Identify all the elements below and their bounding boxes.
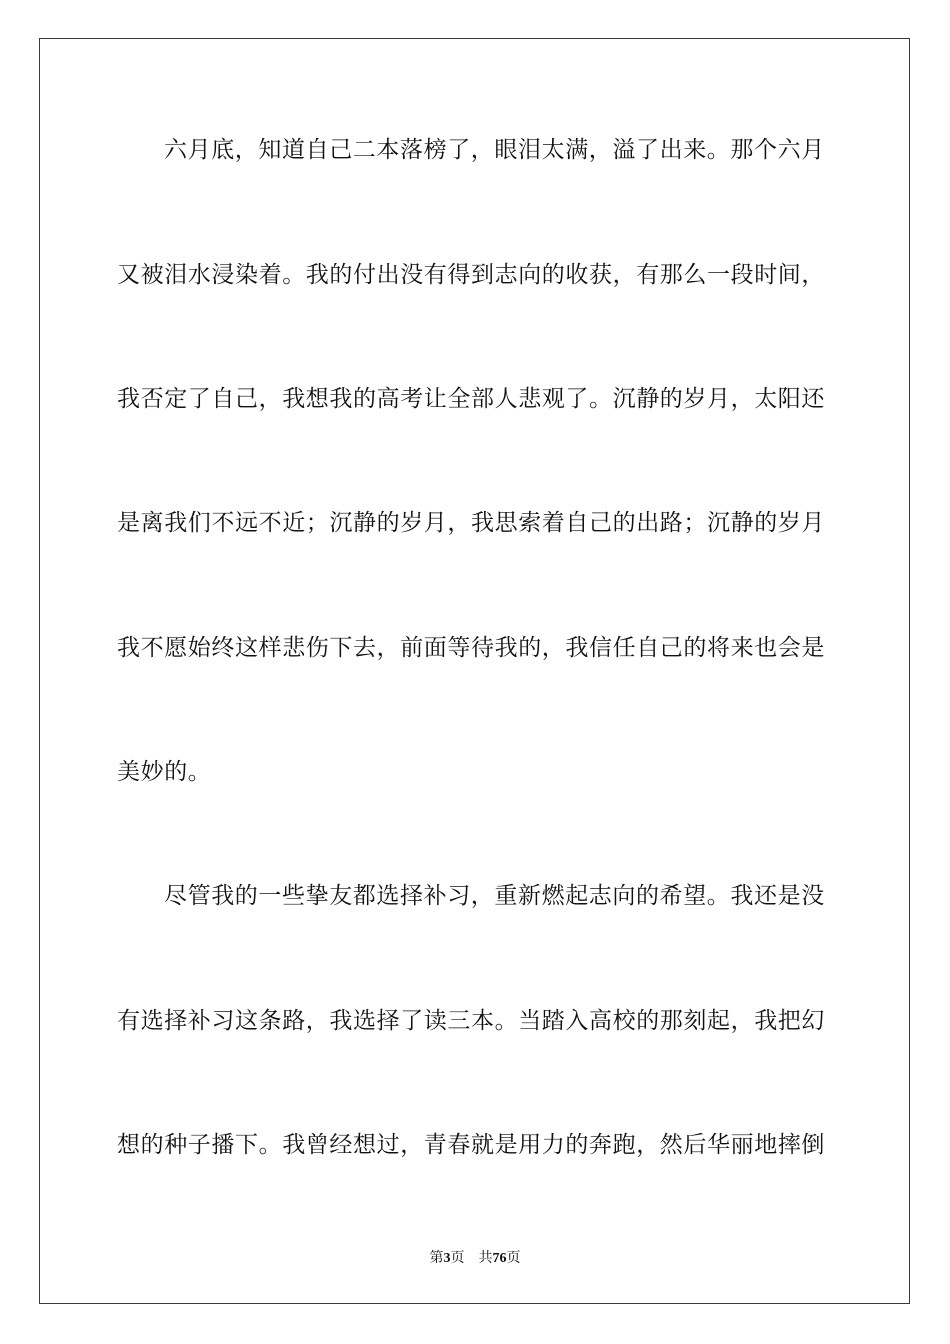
paragraph-1-line-4: 是离我们不远不近；沉静的岁月，我思索着自己的出路；沉静的岁月 <box>117 510 825 536</box>
page-border <box>39 38 910 1304</box>
paragraph-1-line-2: 又被泪水浸染着。我的付出没有得到志向的收获，有那么一段时间， <box>117 262 825 288</box>
paragraph-1-line-6: 美妙的。 <box>117 759 212 785</box>
total-pages: 76 <box>492 1251 507 1266</box>
paragraph-1-line-5: 我不愿始终这样悲伤下去，前面等待我的，我信任自己的将来也会是 <box>117 635 825 661</box>
total-suffix: 页 <box>506 1250 521 1266</box>
page-prefix: 第 <box>429 1250 444 1266</box>
paragraph-2-line-1: 尽管我的一些挚友都选择补习，重新燃起志向的希望。我还是没 <box>164 883 825 909</box>
paragraph-1-line-3: 我否定了自己，我想我的高考让全部人悲观了。沉静的岁月，太阳还 <box>117 386 825 412</box>
paragraph-2-line-2: 有选择补习这条路，我选择了读三本。当踏入高校的那刻起，我把幻 <box>117 1008 825 1034</box>
page-number: 3 <box>443 1251 451 1266</box>
page-suffix: 页 <box>450 1250 465 1266</box>
paragraph-1-line-1: 六月底，知道自己二本落榜了，眼泪太满，溢了出来。那个六月 <box>164 137 825 163</box>
total-prefix: 共 <box>478 1250 493 1266</box>
page-footer <box>0 1247 950 1267</box>
paragraph-2-line-3: 想的种子播下。我曾经想过，青春就是用力的奔跑，然后华丽地摔倒 <box>117 1132 825 1158</box>
